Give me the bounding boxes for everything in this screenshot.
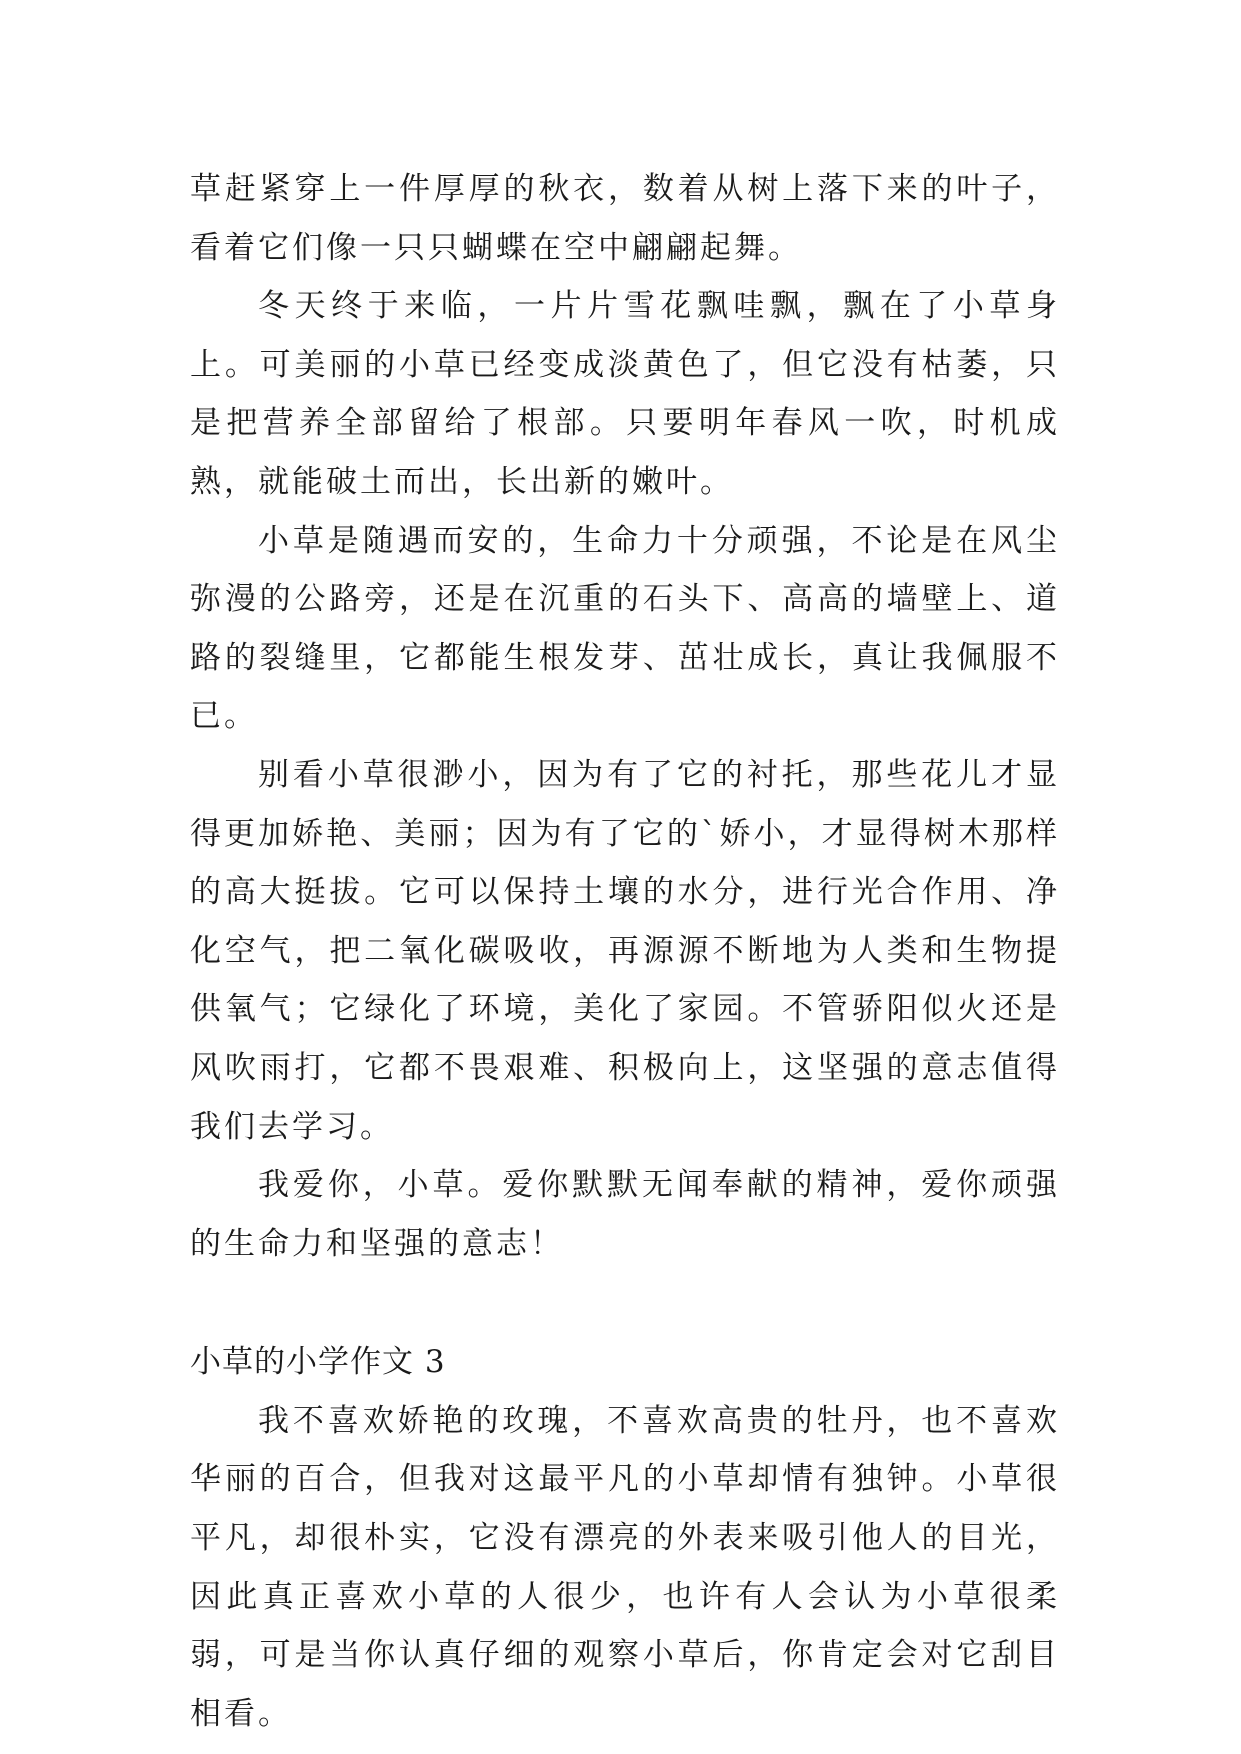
section-title: 小草的小学作文 3 [190, 1344, 446, 1381]
paragraph-continuation: 草赶紧穿上一件厚厚的秋衣，数着从树上落下来的叶子，看着它们像一只只蝴蝶在空中翩翩起舞。 [190, 171, 1060, 266]
paragraph-resilience: 小草是随遇而安的，生命力十分顽强，不论是在风尘弥漫的公路旁，还是在沉重的石头下、高高的墙壁上、道路的裂缝里，它都能生根发芽、茁壮成长，真让我佩服不已。 [190, 522, 1060, 735]
paragraph-preference: 我不喜欢娇艳的玫瑰，不喜欢高贵的牡丹，也不喜欢华丽的百合，但我对这最平凡的小草却情有独钟。小草很平凡，却很朴实，它没有漂亮的外表来吸引他人的目光，因此真正喜欢小草的人很少，也许有人会认为小草很柔弱，可是当你认真仔细的观察小草后，你肯定会对它刮目相看。 [190, 1402, 1060, 1732]
document-body [190, 160, 1060, 1743]
paragraph-contribution: 别看小草很渺小，因为有了它的衬托，那些花儿才显得更加娇艳、美丽；因为有了它的`娇小，才显得树木那样的高大挺拔。它可以保持土壤的水分，进行光合作用、净化空气，把二氧化碳吸收，再源源不断地为人类和生物提供氧气；它绿化了环境，美化了家园。不管骄阳似火还是风吹雨打，它都不畏艰难、积极向上，这坚强的意志值得我们去学习。 [190, 756, 1060, 1145]
paragraph-love: 我爱你，小草。爱你默默无闻奉献的精神，爱你顽强的生命力和坚强的意志！ [190, 1167, 1060, 1262]
paragraph-winter: 冬天终于来临，一片片雪花飘哇飘，飘在了小草身上。可美丽的小草已经变成淡黄色了，但它没有枯萎，只是把营养全部留给了根部。只要明年春风一吹，时机成熟，就能破土而出，长出新的嫩叶。 [190, 288, 1060, 500]
section-spacer [190, 1273, 1060, 1333]
